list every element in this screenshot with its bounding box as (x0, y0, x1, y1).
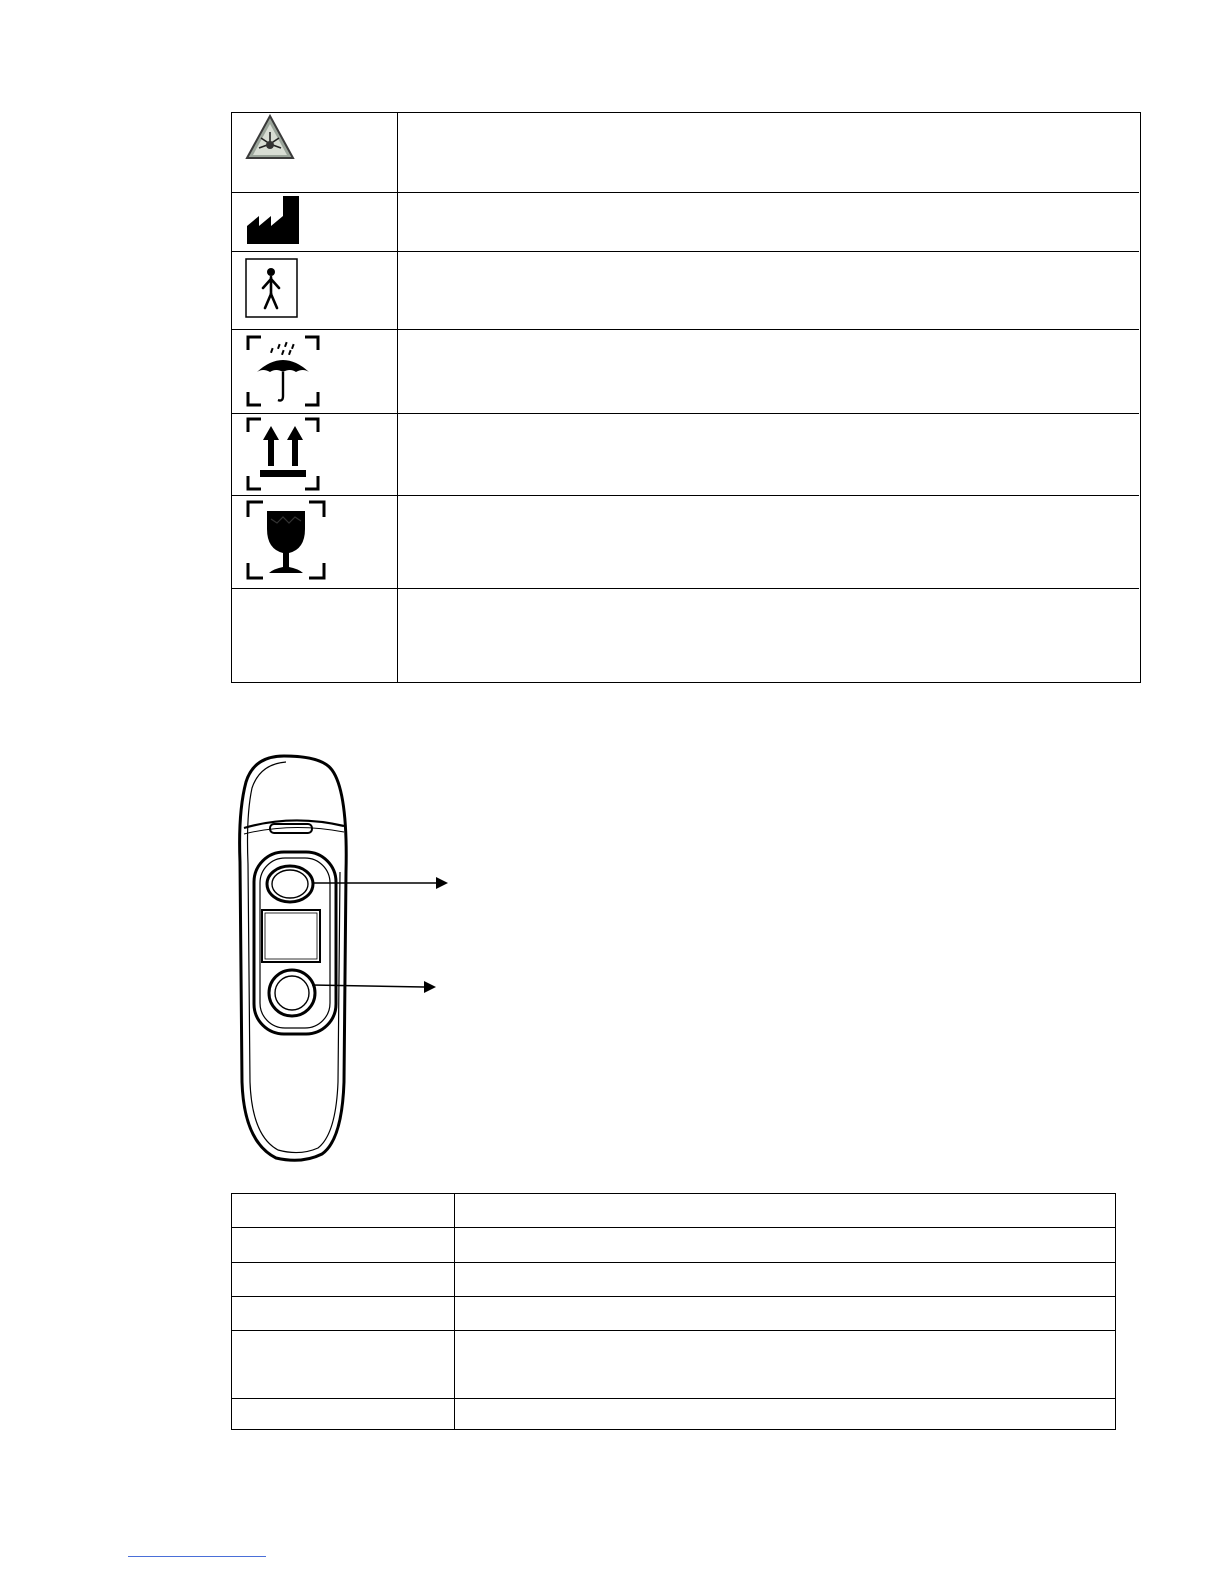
symbol-row (231, 495, 1139, 589)
symbol-row (231, 588, 1139, 683)
manufacturer-factory-icon (245, 194, 301, 251)
parts-table-row-line (231, 1398, 1116, 1399)
parts-table-row-line (231, 1330, 1116, 1331)
symbol-row (231, 329, 1139, 414)
type-b-applied-part-icon (245, 258, 299, 325)
footer-link-underline[interactable] (128, 1556, 266, 1557)
symbol-row (231, 413, 1139, 496)
thermometer-device-diagram (232, 752, 462, 1164)
parts-table-column-divider (454, 1193, 455, 1430)
parts-table-frame (231, 1193, 1116, 1430)
callout-arrow-top-button (312, 868, 452, 898)
parts-table-row-line (231, 1296, 1116, 1297)
parts-table-row-line (231, 1262, 1116, 1263)
parts-table-row-line (231, 1227, 1116, 1228)
parts-table (231, 1193, 1116, 1430)
callout-arrow-bottom-button (312, 972, 442, 1002)
fragile-glass-icon (245, 499, 327, 586)
keep-dry-umbrella-icon (245, 334, 321, 413)
explosive-warning-icon (245, 114, 295, 165)
symbol-row (231, 251, 1139, 330)
symbol-row (231, 192, 1139, 252)
symbols-table (231, 112, 1141, 683)
this-way-up-arrows-icon (245, 416, 321, 497)
symbol-row (231, 112, 1139, 192)
